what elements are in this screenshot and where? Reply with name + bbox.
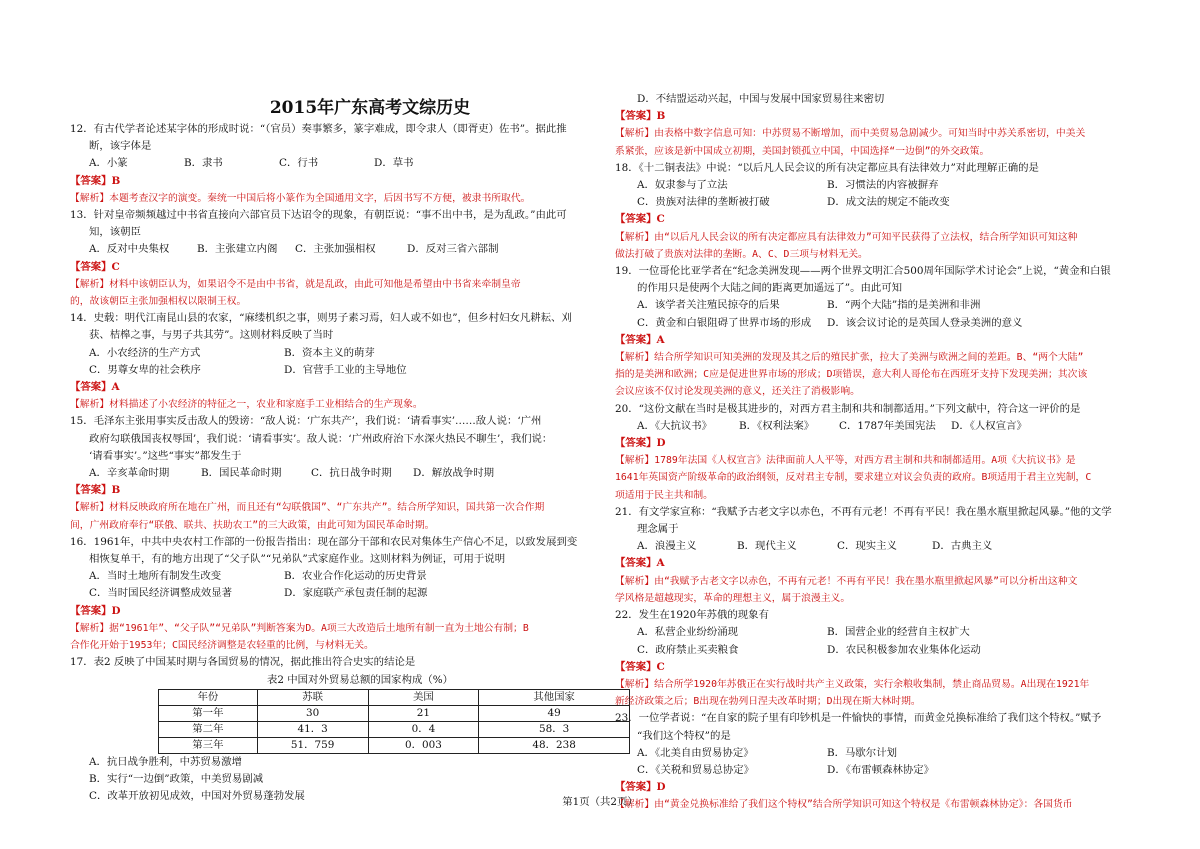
option-c: C．1787年美国宪法 — [839, 419, 936, 432]
option-c: C．贵族对法律的垄断被打破 — [637, 196, 770, 209]
explanation: 【解析】材料描述了小农经济的特征之一，农业和家庭手工业相结合的生产现象。 — [70, 399, 423, 411]
question-stem: 相恢复单干，有的地方出现了“父子队”“兄弟队”式家庭作业。这则材料为例证，可用于说明 — [89, 553, 506, 566]
option-d: D．反对三省六部制 — [407, 243, 499, 256]
explanation: 【解析】据“1961年”、“父子队”“兄弟队”判断答案为D。A项三大改造后土地所有制一直为土地公有制；B — [70, 622, 529, 634]
options-row — [615, 297, 1160, 314]
option-b: B．“两个大陆”指的是美洲和非洲 — [827, 299, 981, 312]
explanation: 指的是美洲和欧洲；C应是促进世界市场的形成；D项错误，意大利人哥伦布在西班牙支持下发现美洲；其次该 — [615, 369, 1088, 381]
options-row — [615, 745, 1160, 762]
option-c: C．政府禁止买卖粮食 — [637, 643, 739, 656]
explanation: 会议应该不仅讨论发现美洲的意义，还关注了消极影响。 — [615, 386, 860, 398]
explanation: 【解析】材料中该朝臣认为，如果诏令不是由中书省，就是乱政，由此可知他是希望由中书省来牵制皇帝 — [70, 278, 521, 290]
question-15 — [70, 413, 630, 533]
explanation: 【解析】由“以后凡人民会议的所有决定都应具有法律效力”可知平民获得了立法权，结合所学知识可知这种 — [615, 231, 1078, 243]
option-a: A．该学者关注殖民掠夺的后果 — [637, 299, 780, 312]
question-stem: 13．针对皇帝频频越过中书省直接向六部官员下达诏令的现象，有朝臣说：“事不出中书，是为乱政。”由此可 — [70, 209, 567, 222]
answer: 【答案】B — [615, 110, 666, 123]
question-stem: 19．一位哥伦比亚学者在“纪念美洲发现——两个世界文明汇合500周年国际学术讨论会”上说，“黄金和白银 — [615, 265, 1111, 278]
explanation: 项适用于民主共和制。 — [615, 489, 713, 501]
options-row — [615, 538, 1160, 555]
question-21 — [615, 504, 1160, 607]
question-stem: “我们这个特权”的是 — [637, 729, 731, 742]
options-row — [70, 345, 630, 362]
option-b: B．主张建立内阁 — [197, 243, 278, 256]
options-row — [615, 315, 1160, 332]
option-b: B．资本主义的萌芽 — [284, 346, 375, 359]
answer: 【答案】A — [615, 557, 665, 570]
option-d: D．农民积极参加农业集体化运动 — [827, 643, 981, 656]
options-row — [615, 762, 1160, 779]
option-b: B．隶书 — [184, 157, 223, 170]
question-stem: 知，该朝臣 — [89, 226, 141, 239]
option-c: C．现实主义 — [837, 540, 897, 553]
right-column — [615, 91, 1160, 814]
option-b: B．农业合作化运动的历史背景 — [284, 570, 427, 583]
option-d: D．解放战争时期 — [413, 467, 495, 480]
answer: 【答案】A — [70, 381, 120, 394]
explanation: 间，广州政府奉行“联俄、联共、扶助农工”的三大政策，由此可知为国民革命时期。 — [70, 519, 435, 531]
option-d: D．该会议讨论的是英国人登录美洲的意义 — [827, 316, 1023, 329]
options-row — [70, 362, 630, 379]
option-b: B．国民革命时期 — [201, 467, 282, 480]
option-b: B．习惯法的内容被摒弃 — [827, 179, 939, 192]
question-14 — [70, 310, 630, 413]
options-row — [615, 624, 1160, 641]
table-cell: 41．3 — [257, 721, 368, 737]
option-a: A．抗日战争胜利，中苏贸易激增 — [89, 755, 242, 768]
option-c: C．黄金和白银阻碍了世界市场的形成 — [637, 316, 812, 329]
question-stem: 17．表2 反映了中国某时期与各国贸易的情况，据此推出符合史实的结论是 — [70, 656, 416, 669]
table-cell: 48．238 — [479, 737, 630, 753]
options-row — [615, 418, 1160, 435]
option-d: D．草书 — [374, 157, 414, 170]
option-b: B．马歇尔计划 — [827, 746, 897, 759]
explanation: 【解析】材料反映政府所在地在广州，而且还有“勾联俄国”、“广东共产”。结合所学知识，国共第一次合作期 — [70, 502, 545, 514]
table-header-cell: 苏联 — [257, 689, 368, 705]
option-c: C．改革开放初见成效，中国对外贸易蓬勃发展 — [89, 790, 305, 803]
option-b: B．国营企业的经营自主权扩大 — [827, 626, 970, 639]
question-stem: 断，该字体是 — [89, 140, 152, 153]
explanation: 【解析】1789年法国《人权宣言》法律面前人人平等，对西方君主制和共和制都适用。A项《大抗议书》是 — [615, 455, 1076, 467]
question-stem: 22．发生在1920年苏俄的现象有 — [615, 609, 769, 622]
table-cell: 21 — [368, 705, 479, 721]
options-row — [70, 241, 630, 258]
option-d: D．官营手工业的主导地位 — [284, 363, 407, 376]
explanation: 【解析】由“黄金兑换标准给了我们这个特权”结合所学知识可知这个特权是《布雷顿森林协定》：各国货币 — [615, 799, 1073, 811]
option-d: D．成文法的规定不能改变 — [827, 196, 950, 209]
option-d: D．古典主义 — [932, 540, 993, 553]
explanation: 【解析】本题考查汉字的演变。秦统一中国后将小篆作为全国通用文字，后因书写不方便，被隶书所取代。 — [70, 192, 531, 204]
question-20 — [615, 401, 1160, 504]
question-stem: ‘请看事实’。”这些“事实”都发生于 — [89, 449, 242, 462]
options-row — [70, 585, 630, 602]
table-cell: 58．3 — [479, 721, 630, 737]
question-stem: 15．毛泽东主张用事实反击敌人的毁谤：“敌人说：‘广东共产’，我们说：‘请看事实’……敌人说：‘广州 — [70, 415, 542, 428]
table-row — [159, 705, 630, 721]
question-12 — [70, 121, 630, 207]
option-a: A．小农经济的生产方式 — [89, 346, 201, 359]
option-c: C．当时国民经济调整成效显著 — [89, 587, 233, 600]
explanation: 1641年英国资产阶级革命的政治纲领，反对君主专制，要求建立对议会负责的政府。B项适用于君主立宪制，C — [615, 472, 1092, 484]
question-stem: 14．史载：明代江南昆山县的农家，“麻缕机织之事，则男子素习焉，妇人或不如也”，但乡村妇女凡耕耘、刈 — [70, 312, 572, 325]
question-22 — [615, 607, 1160, 710]
question-stem: 18．《十二铜表法》中说：“以后凡人民会议的所有决定都应具有法律效力”对此理解正确的是 — [615, 161, 1039, 174]
options-row — [70, 568, 630, 585]
option-a: A．浪漫主义 — [637, 540, 697, 553]
table-caption: 表2 中国对外贸易总额的国家构成（%） — [266, 673, 454, 686]
option-c: C．《关税和贸易总协定》 — [637, 763, 755, 776]
option-d: D．家庭联产承包责任制的起源 — [284, 587, 428, 600]
option-d: D．《人权宣言》 — [951, 419, 1027, 432]
table-cell: 51．759 — [257, 737, 368, 753]
option-a: A．《北美自由贸易协定》 — [637, 746, 754, 759]
question-17 — [70, 654, 630, 805]
table-row — [159, 737, 630, 753]
table-cell: 49 — [479, 705, 630, 721]
question-stem: 23．一位学者说：“在自家的院子里有印钞机是一件愉快的事情，而黄金兑换标准给了我们这个特权。”赋予 — [615, 712, 1102, 725]
option-a: A．《大抗议书》 — [637, 419, 713, 432]
page-title: 2015年广东高考文综历史 — [269, 98, 471, 118]
table-cell: 第一年 — [159, 705, 258, 721]
table-cell: 第三年 — [159, 737, 258, 753]
option-b: B．实行“一边倒”政策，中美贸易剧减 — [89, 772, 264, 785]
option-d: D．不结盟运动兴起，中国与发展中国家贸易往来密切 — [637, 93, 885, 105]
option-a: A．反对中央集权 — [89, 243, 170, 256]
table-cell: 30 — [257, 705, 368, 721]
question-13 — [70, 207, 630, 310]
question-stem: 21．有文学家宣称：“我赋予古老文字以赤色，不再有元老！不再有平民！我在墨水瓶里掀起风暴。”他的文学 — [615, 505, 1112, 518]
explanation: 【解析】由“我赋予古老文字以赤色，不再有元老！不再有平民！我在墨水瓶里掀起风暴”可以分析出这种文 — [615, 575, 1078, 587]
options-row — [70, 465, 630, 482]
question-18 — [615, 160, 1160, 263]
explanation: 学风格是超越现实，革命的理想主义，属于浪漫主义。 — [615, 592, 851, 604]
table-cell: 0．4 — [368, 721, 479, 737]
table-header-cell: 其他国家 — [479, 689, 630, 705]
option-b: B．现代主义 — [737, 540, 797, 553]
question-stem: 政府勾联俄国丧权辱国’，我们说：‘请看事实’。敌人说：‘广州政府治下水深火热民不聊生’，我们说： — [89, 432, 553, 445]
answer: 【答案】C — [615, 213, 665, 226]
option-c: C．行书 — [279, 157, 319, 170]
table-header-cell: 美国 — [368, 689, 479, 705]
table-row — [159, 721, 630, 737]
options-row — [70, 155, 630, 172]
option-c: C．男尊女卑的社会秩序 — [89, 363, 201, 376]
explanation: 【解析】由表格中数字信息可知：中苏贸易不断增加，而中美贸易急剧减少。可知当时中苏关系密切，中美关 — [615, 128, 1086, 140]
question-19 — [615, 263, 1160, 401]
table-cell: 0．003 — [368, 737, 479, 753]
option-c: C．抗日战争时期 — [311, 467, 392, 480]
option-a: A．私营企业纷纷涌现 — [637, 626, 739, 639]
explanation: 新经济政策之后；B出现在勃列日涅夫改革时期；D出现在斯大林时期。 — [615, 696, 921, 708]
answer: 【答案】B — [70, 484, 121, 497]
answer: 【答案】D — [70, 604, 121, 617]
question-stem: 理念属于 — [637, 523, 679, 536]
answer: 【答案】C — [615, 660, 665, 673]
table-header-row — [159, 689, 630, 705]
option-a: A．辛亥革命时期 — [89, 467, 170, 480]
question-stem: 的作用只是使两个大陆之间的距离更加遥远了”。由此可知 — [637, 282, 903, 295]
question-stem: 12．有古代学者论述某字体的形成时说：“（官员）奏事繁多，篆字难成，即令隶人（即胥吏）佐书”。据此推 — [70, 123, 567, 135]
question-stem: 获、桔槔之事，与男子共其劳”。这则材料反映了当时 — [89, 329, 334, 342]
option-a: A．小篆 — [89, 157, 128, 170]
question-16 — [70, 534, 630, 654]
answer: 【答案】B — [70, 174, 121, 187]
explanation: 系紧张，应该是新中国成立初期，美国封锁孤立中国，中国选择“一边倒”的外交政策。 — [615, 145, 990, 157]
option-a: A．奴隶参与了立法 — [637, 179, 728, 192]
option-b: B．《权利法案》 — [739, 419, 815, 432]
options-row — [615, 194, 1160, 211]
explanation: 合作化开始于1953年；C国民经济调整是农轻重的比例，与材料无关。 — [70, 640, 374, 652]
question-stem: 16．1961年，中共中央农村工作部的一份报告指出：现在部分干部和农民对集体生产信心不足，以致发展到变 — [70, 535, 578, 548]
table-header-cell: 年份 — [159, 689, 258, 705]
explanation: 【解析】结合所学1920年苏俄正在实行战时共产主义政策，实行余粮收集制，禁止商品贸易。A出现在1921年 — [615, 678, 1090, 690]
option-d: D．《布雷顿森林协定》 — [827, 763, 935, 776]
answer: 【答案】A — [615, 333, 665, 346]
answer: 【答案】C — [70, 260, 120, 273]
explanation: 的，故该朝臣主张加强相权以限制王权。 — [70, 296, 247, 308]
option-a: A．当时土地所有制发生改变 — [89, 570, 222, 583]
answer: 【答案】D — [615, 781, 666, 794]
page-footer: 第1页（共2页） — [562, 796, 638, 808]
options-row — [615, 642, 1160, 659]
trade-table — [158, 689, 630, 754]
left-column — [70, 97, 630, 805]
explanation: 【解析】结合所学知识可知美洲的发现及其之后的殖民扩张，拉大了美洲与欧洲之间的差距。B、“两个大陆” — [615, 352, 1084, 364]
explanation: 做法打破了贵族对法律的垄断。A、C、D三项与材料无关。 — [615, 248, 868, 260]
option-c: C．主张加强相权 — [295, 243, 376, 256]
question-stem: 20．“这份文献在当时是极其进步的，对西方君主制和共和制都适用。”下列文献中，符合这一评价的是 — [615, 402, 1081, 415]
table-cell: 第二年 — [159, 721, 258, 737]
answer: 【答案】D — [615, 437, 666, 450]
options-row — [615, 177, 1160, 194]
